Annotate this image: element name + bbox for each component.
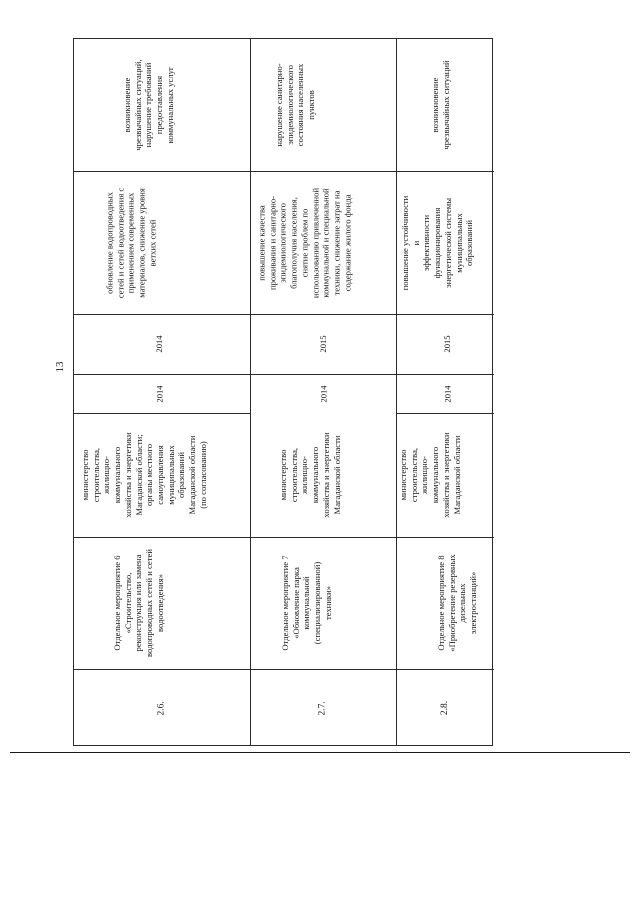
result-cell [250, 171, 396, 314]
event-name: Отдельное мероприятие 6 «Строительство, реконструкция или замена водопроводных сетей и сетей водоотведения» [112, 549, 165, 657]
column-separator-partial [74, 413, 250, 414]
row-number: 2.7. [317, 700, 328, 716]
start-cell [250, 374, 396, 413]
row-number-cell [396, 669, 494, 747]
consequence-text: возникновение чрезвычайных ситуаций, нарушение требований предоставления коммунальных услуг [122, 59, 175, 151]
table-row [250, 39, 396, 747]
page-number: 13 [54, 361, 66, 373]
executor-cell [396, 413, 494, 537]
end-year: 2015 [318, 335, 328, 353]
event-name: Отдельное мероприятие 8 «Приобретение резервных дизельных электростанций» [436, 554, 479, 652]
executor: министерство строительства, жилищно- коммунального хозяйства и энергетики Магаданской области [398, 432, 462, 518]
result-cell [74, 171, 250, 314]
start-year: 2014 [154, 384, 164, 403]
column-separator [74, 669, 494, 670]
start-year: 2014 [442, 384, 452, 403]
row-number-cell [74, 669, 250, 747]
expected-result: повышение качества проживания и санитарно- эпидемиологического благополучия населения, снятие проблем по использованию привлеченной коммунальной и специальной техники, снижение затрат на содержание жилого фонда [256, 187, 352, 298]
bottom-rule [10, 752, 630, 753]
consequence-cell [396, 39, 494, 171]
row-number-cell [250, 669, 396, 747]
event-cell [396, 537, 494, 669]
event-cell [74, 537, 250, 669]
end-cell [250, 314, 396, 374]
table-row [396, 39, 494, 747]
column-separator [74, 537, 494, 538]
consequence-text: нарушение санитарно- эпидемиологического состояния населенных пунктов [274, 63, 317, 147]
executor: министерство строительства, жилищно- коммунального хозяйства и энергетики Магаданской области; органы местного самоуправления муниципальных образований Магаданской области (по согласованию) [80, 432, 208, 518]
expected-result: повышение устойчивости и эффективности функционирования энергетической системы муниципальных образований [400, 195, 475, 290]
start-cell [74, 374, 250, 413]
column-separator [74, 171, 494, 172]
spacer [74, 38, 250, 39]
consequence-text: возникновение чрезвычайных ситуаций [430, 60, 451, 150]
expected-result: обновление водопроводных сетей и сетей водоотведения с применением современных материалов, снижение уровня ветхих сетей [104, 187, 157, 298]
executor-cell [74, 413, 250, 537]
table-row [74, 39, 250, 747]
end-year: 2014 [154, 335, 164, 353]
row-number: 2.6. [156, 700, 167, 716]
end-cell [396, 314, 494, 374]
event-cell [250, 537, 396, 669]
consequence-cell [74, 39, 250, 171]
end-cell [74, 314, 250, 374]
column-separator [74, 374, 494, 375]
end-year: 2015 [442, 335, 452, 353]
events-table [73, 38, 493, 746]
column-separator [74, 314, 494, 315]
start-cell [396, 374, 494, 413]
result-cell [396, 171, 494, 314]
start-year: 2014 [318, 384, 328, 403]
row-number: 2.8. [440, 700, 450, 716]
column-separator-partial [396, 413, 494, 414]
event-name: Отдельное мероприятие 7 «Обновление парка коммунальной (специализированной) техники» [280, 555, 333, 651]
executor-cell [250, 413, 396, 537]
consequence-cell [250, 39, 396, 171]
executor: министерство строительства, жилищно- коммунального хозяйства и энергетики Магаданской области [278, 432, 342, 518]
